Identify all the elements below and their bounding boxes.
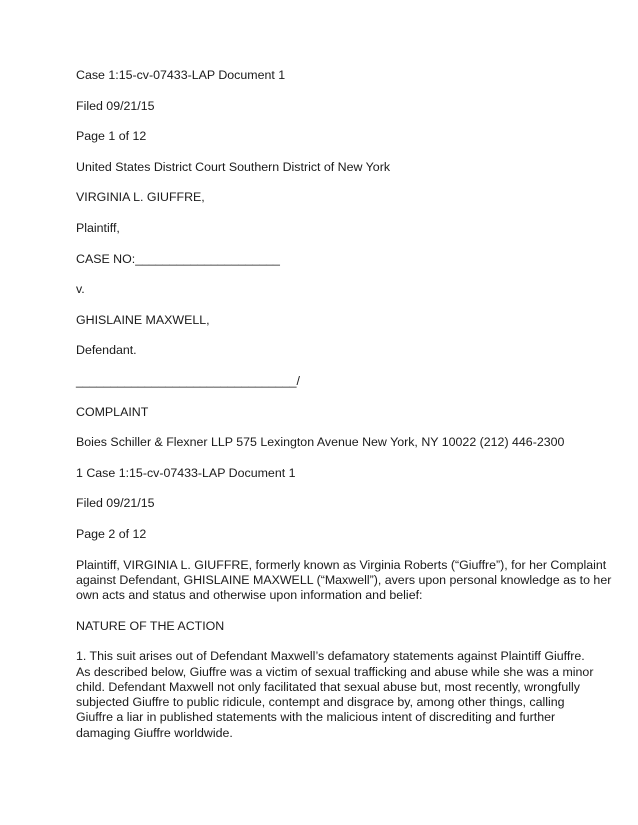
intro-paragraph bbox=[76, 557, 612, 604]
paragraph-line: 1. This suit arises out of Defendant Maxwell’s defamatory statements against Plaintiff Giuffre. bbox=[76, 649, 585, 664]
filed-date-2: Filed 09/21/15 bbox=[76, 496, 155, 511]
intro-line: against Defendant, GHISLAINE MAXWELL (“Maxwell”), avers upon personal knowledge as to her bbox=[76, 572, 612, 587]
paragraph-1 bbox=[76, 649, 594, 741]
complaint-title: COMPLAINT bbox=[76, 404, 149, 419]
paragraph-line: subjected Giuffre to public ridicule, contempt and disgrace by, among other things, calling bbox=[76, 695, 565, 710]
versus-label: v. bbox=[76, 282, 85, 297]
paragraph-line: child. Defendant Maxwell not only facilitated that sexual abuse but, most recently, wrongfully bbox=[76, 679, 580, 694]
law-firm-address: Boies Schiller & Flexner LLP 575 Lexington Avenue New York, NY 10022 (212) 446-2300 bbox=[76, 435, 565, 450]
intro-line: Plaintiff, VIRGINIA L. GIUFFRE, formerly known as Virginia Roberts (“Giuffre”), for her Complaint bbox=[76, 557, 607, 572]
plaintiff-name: VIRGINIA L. GIUFFRE, bbox=[76, 190, 205, 205]
page-number: Page 1 of 12 bbox=[76, 129, 147, 144]
defendant-label: Defendant. bbox=[76, 343, 137, 358]
case-header-line-2: 1 Case 1:15-cv-07433-LAP Document 1 bbox=[76, 465, 296, 480]
case-number-line: CASE NO:_____________________ bbox=[76, 251, 280, 266]
section-heading: NATURE OF THE ACTION bbox=[76, 618, 225, 633]
court-name: United States District Court Southern District of New York bbox=[76, 159, 391, 174]
case-header-line: Case 1:15-cv-07433-LAP Document 1 bbox=[76, 68, 286, 82]
document-body bbox=[76, 68, 612, 756]
filed-date: Filed 09/21/15 bbox=[76, 98, 155, 113]
paragraph-line: damaging Giuffre worldwide. bbox=[76, 725, 233, 740]
paragraph-line: As described below, Giuffre was a victim of sexual trafficking and abuse while she was a minor bbox=[76, 664, 594, 679]
intro-line: own acts and status and otherwise upon information and belief: bbox=[76, 588, 423, 603]
page-number-2: Page 2 of 12 bbox=[76, 526, 147, 541]
defendant-name: GHISLAINE MAXWELL, bbox=[76, 312, 210, 327]
paragraph-line: Giuffre a liar in published statements with the malicious intent of discrediting and further bbox=[76, 710, 556, 725]
plaintiff-label: Plaintiff, bbox=[76, 220, 120, 235]
signature-line: ________________________________/ bbox=[76, 373, 300, 388]
